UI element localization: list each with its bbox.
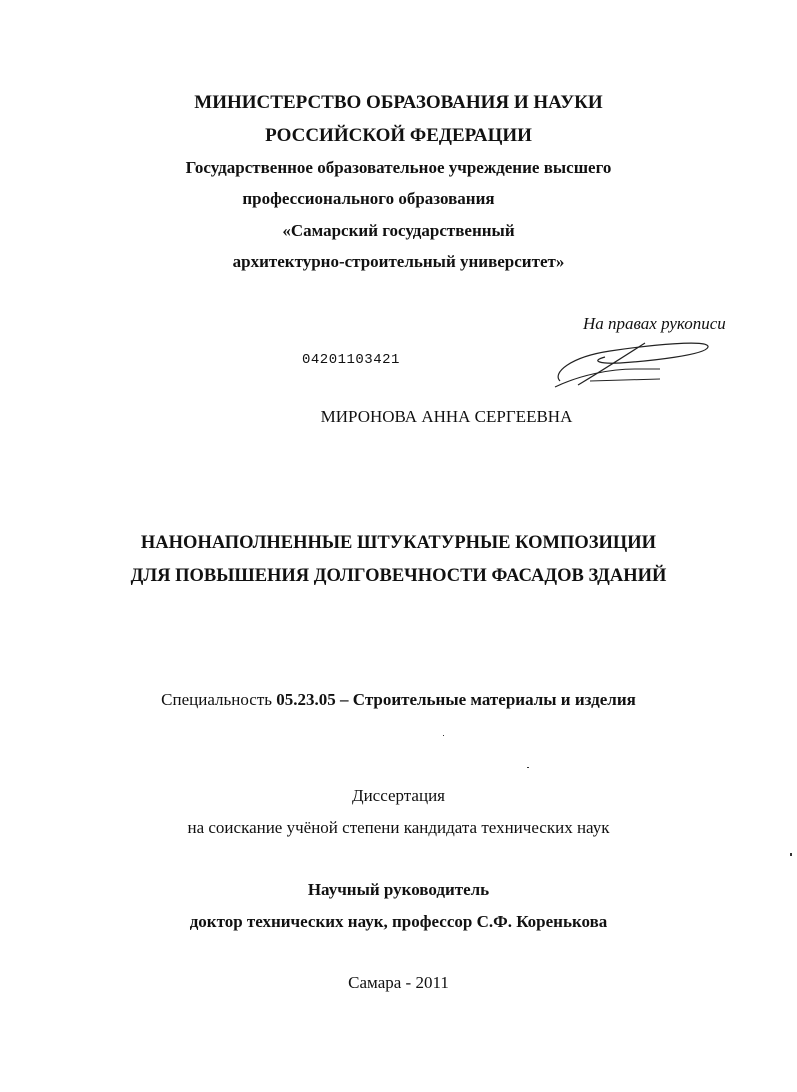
scan-speck — [790, 853, 792, 856]
scan-speck — [443, 735, 444, 736]
work-type-line-1: Диссертация — [351, 786, 445, 805]
signature-icon — [550, 335, 720, 395]
work-type-line-2: на соискание учёной степени кандидата технических наук — [187, 818, 610, 837]
institution-line-2: профессионального образования — [242, 189, 495, 208]
author-name: МИРОНОВА АННА СЕРГЕЕВНА — [320, 407, 573, 426]
ministry-line-2: РОССИЙСКОЙ ФЕДЕРАЦИИ — [265, 125, 532, 146]
specialty-label: Специальность — [161, 690, 273, 709]
scan-speck — [527, 767, 529, 768]
specialty-code-name: 05.23.05 – Строительные материалы и изделия — [276, 690, 636, 709]
university-line-1: «Самарский государственный — [282, 221, 515, 240]
manuscript-rights-note: На правах рукописи — [583, 314, 726, 333]
ministry-line-1: МИНИСТЕРСТВО ОБРАЗОВАНИЯ И НАУКИ — [194, 92, 603, 113]
institution-line-1: Государственное образовательное учреждение высшего — [185, 158, 612, 177]
supervisor-name: доктор технических наук, профессор С.Ф. Коренькова — [189, 912, 608, 931]
dissertation-title-line-2: ДЛЯ ПОВЫШЕНИЯ ДОЛГОВЕЧНОСТИ ФАСАДОВ ЗДАНИЙ — [130, 566, 667, 586]
university-line-2: архитектурно-строительный университет» — [232, 252, 565, 271]
specialty-line — [0, 690, 797, 710]
place-year: Самара - 2011 — [348, 973, 449, 992]
catalog-number: 04201103421 — [302, 352, 400, 368]
dissertation-title-line-1: НАНОНАПОЛНЕННЫЕ ШТУКАТУРНЫЕ КОМПОЗИЦИИ — [140, 533, 657, 553]
supervisor-label: Научный руководитель — [307, 880, 490, 899]
